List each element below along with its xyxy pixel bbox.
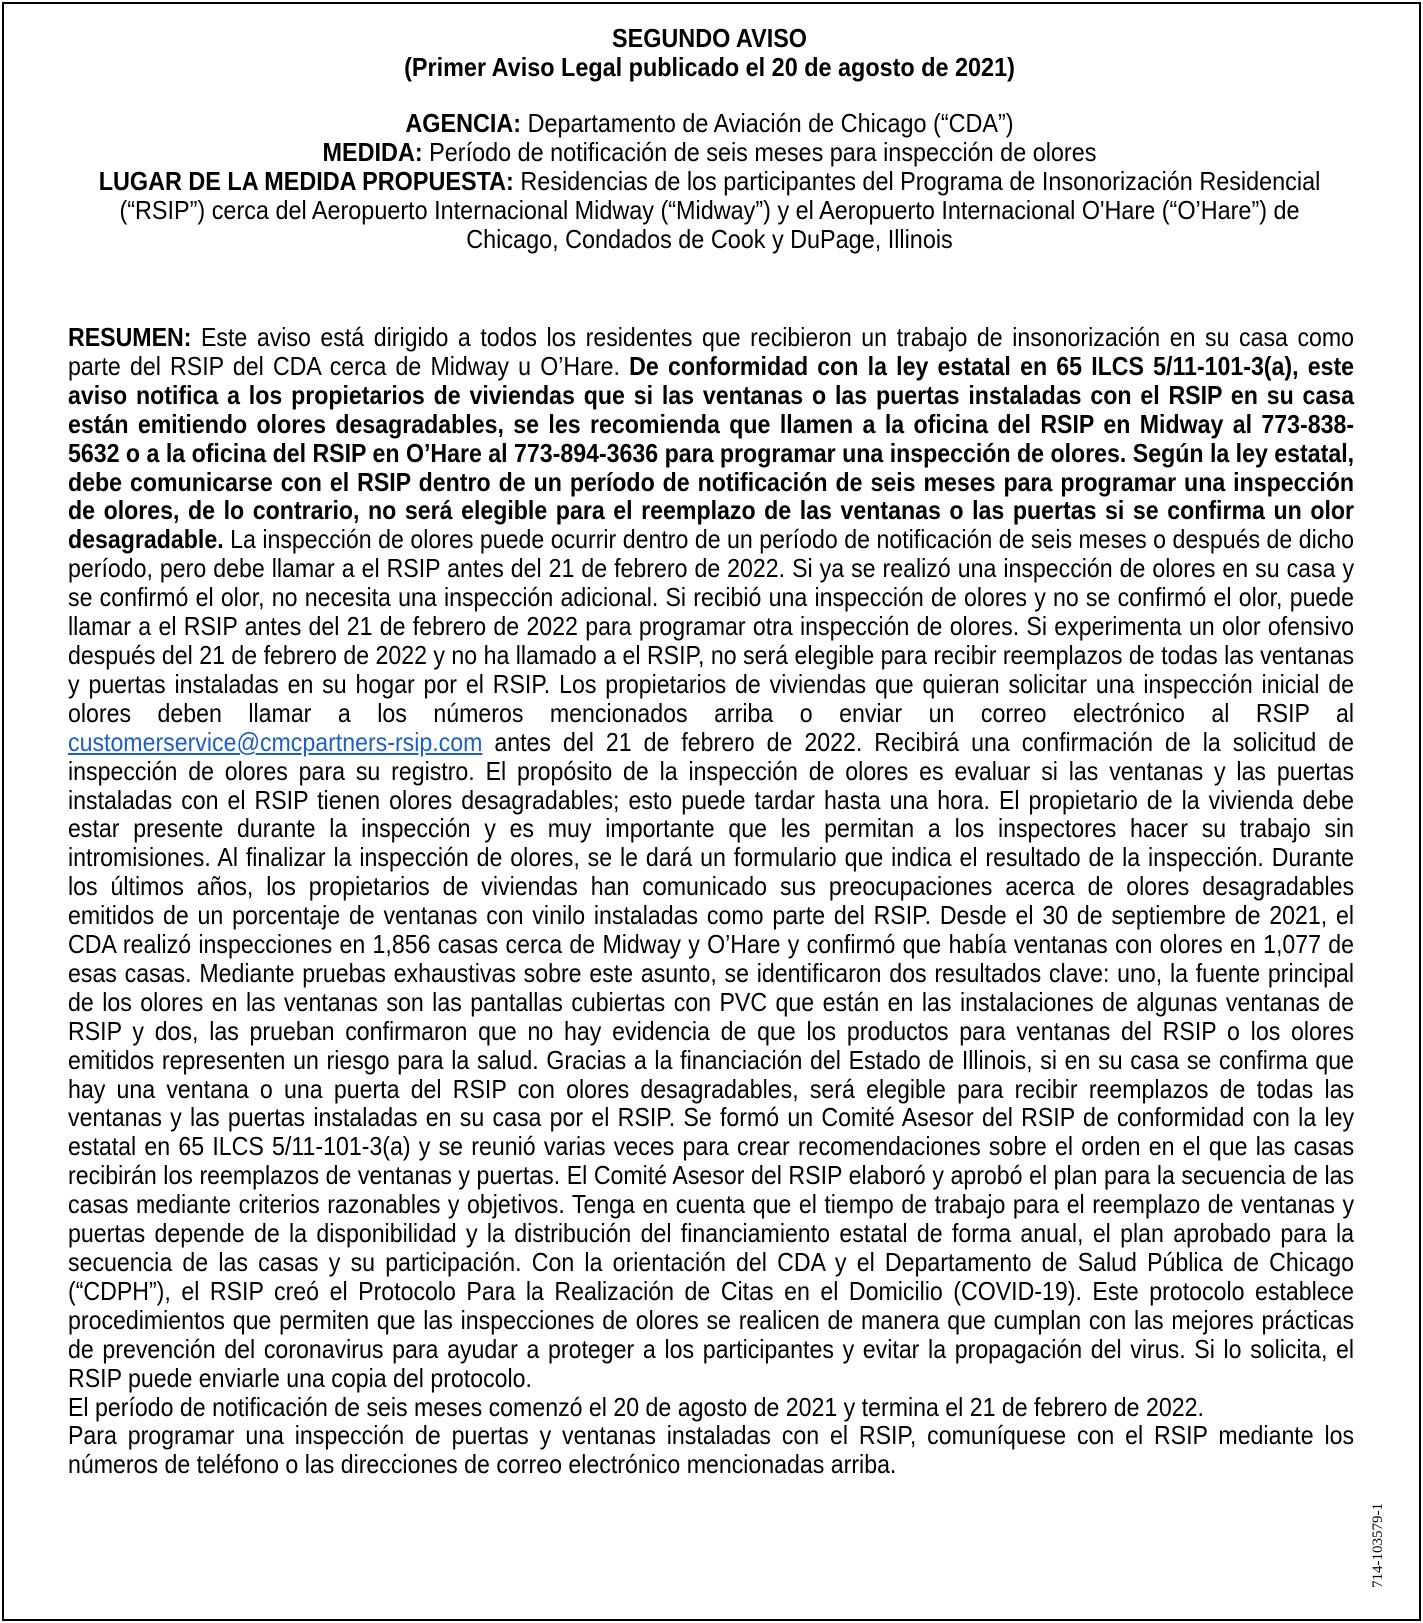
summary-text: La inspección de olores puede ocurrir dentro de un período de notificación de seis meses o después de dicho período, pero debe llamar a el RSIP antes del 21 de febrero de 2022. Si ya se realizó una inspección de olores en su casa y se confirmó el olor, no necesita una inspección adicional. Si recibió una inspección de olores y no se confirmó el olor, puede llamar a el RSIP antes del 21 de febrero de 2022 para programar otra inspección de olores. Si experimenta un olor ofensivo después del 21 de febrero de 2022 y no ha llamado a el RSIP, no será elegible para recibir reemplazos de todas las ventanas y puertas instaladas en su hogar por el RSIP. Los propietarios de viviendas que quieran solicitar una inspección inicial de olores deben llamar a los números mencionados arriba o enviar un correo electrónico al RSIP al — [68, 524, 1355, 728]
contact-instructions: Para programar una inspección de puertas y ventanas instaladas con el RSIP, comuníquese con el RSIP mediante los números de teléfono o las direcciones de correo electrónico mencionadas arriba. — [68, 1420, 1355, 1480]
measure-label: MEDIDA: — [322, 137, 423, 167]
location-value: Residencias de los participantes del Programa de Insonorización Residencial (“RSIP”) cerca del Aeropuerto Internacional Midway (“Midway”) y el Aeropuerto Internacional O'Hare (“O’Hare”) de Chicago, Condados de Cook y DuPage, Illinois — [119, 166, 1321, 254]
notice-title: SEGUNDO AVISO — [611, 23, 808, 53]
notification-period-line: El período de notificación de seis meses comenzó el 20 de agosto de 2021 y termina el 21 de febrero de 2022. — [68, 1391, 1204, 1422]
summary-paragraph — [68, 323, 1354, 1393]
measure-value: Período de notificación de seis meses para inspección de olores — [422, 137, 1097, 167]
notice-subtitle: (Primer Aviso Legal publicado el 20 de agosto de 2021) — [404, 52, 1015, 82]
email-link[interactable]: customerservice@cmcpartners-rsip.com — [68, 726, 483, 757]
agency-line — [71, 109, 1348, 138]
agency-label: AGENCIA: — [405, 108, 522, 138]
notice-header — [71, 24, 1348, 254]
summary-legal-notice: De conformidad con la ley estatal en 65 ILCS 5/11-101-3(a), este aviso notifica a los propietarios de viviendas que si las ventanas o las puertas instaladas con el RSIP en su casa están emitiendo olores desagradables, se les recomienda que llamen a la oficina del RSIP en Midway al 773-838-5632 o a la oficina del RSIP en O’Hare al 773-894-3636 para programar una inspección de olores. Según la ley estatal, debe comunicarse con el RSIP dentro de un período de notificación de seis meses para programar una inspección de olores, de lo contrario, no será elegible para el reemplazo de las ventanas o las puertas si se confirma un olor desagradable. — [68, 350, 1355, 555]
measure-line — [71, 138, 1348, 167]
summary-label: RESUMEN: — [68, 322, 192, 352]
location-line — [71, 167, 1348, 254]
ad-reference-code: 714-103579-1 — [1370, 1503, 1386, 1588]
summary-intro: Este aviso está dirigido a todos los residentes que recibieron un trabajo de insonorización en su casa como parte del RSIP del CDA cerca de Midway u O’Hare. — [68, 322, 1355, 381]
notice-body — [68, 322, 1355, 1480]
summary-text-continued: antes del 21 de febrero de 2022. Recibirá una confirmación de la solicitud de inspección de olores para su registro. El propósito de la inspección de olores es evaluar si las ventanas y las puertas instaladas con el RSIP tienen olores desagradables; esto puede tardar hasta una hora. El propietario de la vivienda debe estar presente durante la inspección y es muy importante que les permitan a los inspectores hacer su trabajo sin intromisiones. Al finalizar la inspección de olores, se le dará un formulario que indica el resultado de la inspección. Durante los últimos años, los propietarios de viviendas han comunicado sus preocupaciones acerca de olores desagradables emitidos de un porcentaje de ventanas con vinilo instaladas como parte del RSIP. Desde el 30 de septiembre de 2021, el CDA realizó inspecciones en 1,856 casas cerca de Midway y O’Hare y confirmó que había ventanas con olores en 1,077 de esas casas. Mediante pruebas exhaustivas sobre este asunto, se identificaron dos resultados clave: uno, la fuente principal de los olores en las ventanas son las pantallas cubiertas con PVC que están en las instalaciones de algunas ventanas de RSIP y dos, las prueban confirmaron que no hay evidencia de que los productos para ventanas del RSIP o los olores emitidos representen un riesgo para la salud. Gracias a la financiación del Estado de Illinois, si en su casa se confirma que hay una ventana o una puerta del RSIP con olores desagradables, será elegible para recibir reemplazos de todas las ventanas y las puertas instaladas en su casa por el RSIP. Se formó un Comité Asesor del RSIP de conformidad con la ley estatal en 65 ILCS 5/11-101-3(a) y se reunió varias veces para crear recomendaciones sobre el orden en el que las casas recibirán los reemplazos de ventanas y puertas. El Comité Asesor del RSIP elaboró y aprobó el plan para la secuencia de las casas mediante criterios razonables y objetivos. Tenga en cuenta que el tiempo de trabajo para el reemplazo de ventanas y puertas depende de la disponibilidad y la distribución del financiamiento estatal de forma anual, el plan aprobado para la secuencia de las casas y su participación. Con la orientación del CDA y el Departamento de Salud Pública de Chicago (“CDPH”), el RSIP creó el Protocolo Para la Realización de Citas en el Domicilio (COVID-19). Este protocolo establece procedimientos que permiten que las inspecciones de olores se realicen de manera que cumplan con las mejores prácticas de prevención del coronavirus para ayudar a proteger a los participantes y evitar la propagación del virus. Si lo solicita, el RSIP puede enviarle una copia del protocolo. — [68, 726, 1355, 1393]
location-label: LUGAR DE LA MEDIDA PROPUESTA: — [98, 166, 514, 196]
agency-value: Departamento de Aviación de Chicago (“CDA”) — [521, 108, 1014, 138]
